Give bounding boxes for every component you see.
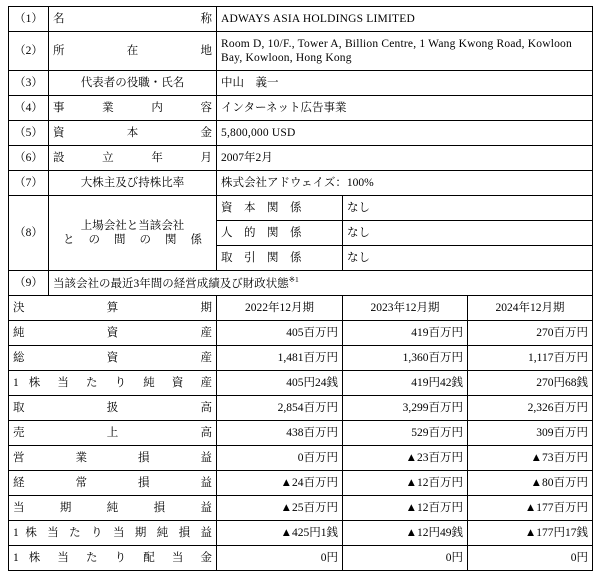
row-value-address: Room D, 10/F., Tower A, Billion Centre, 1 Wang Kwong Road, Kowloon Bay, Kowloon, Hong Kong [217, 32, 593, 71]
table-row-relation-capital [9, 196, 593, 221]
table-row-financial-title [9, 271, 593, 296]
financial-cell: ▲177円17銭 [468, 521, 593, 546]
financial-cell: 0円 [343, 546, 468, 571]
relation-label-line1: 上場会社と当該会社 [80, 219, 185, 232]
row-label: 名 称 [49, 7, 217, 32]
table-row [9, 96, 593, 121]
financial-row-label: 当 期 純 損 益 [9, 496, 217, 521]
row-number: （3） [9, 71, 49, 96]
financial-cell: 0円 [468, 546, 593, 571]
row-label: 大株主及び持株比率 [49, 171, 217, 196]
financial-row-net-sales [9, 421, 593, 446]
financial-row-total-assets [9, 346, 593, 371]
financial-row-net-assets-per-share [9, 371, 593, 396]
financial-cell: ▲73百万円 [468, 446, 593, 471]
row-number: （6） [9, 146, 49, 171]
financial-row-net-assets [9, 321, 593, 346]
financial-cell: ▲12百万円 [343, 496, 468, 521]
table-row [9, 121, 593, 146]
company-info-table [8, 6, 593, 571]
row-number: （2） [9, 32, 49, 71]
row-label: 事 業 内 容 [49, 96, 217, 121]
financial-cell: ▲80百万円 [468, 471, 593, 496]
row-number: （8） [9, 196, 49, 271]
financial-cell: 438百万円 [217, 421, 343, 446]
financial-cell: ▲425円1銭 [217, 521, 343, 546]
table-row [9, 32, 593, 71]
financial-cell: 1,481百万円 [217, 346, 343, 371]
financial-title [49, 271, 593, 296]
financial-row-net-income-per-share [9, 521, 593, 546]
row-label: 所 在 地 [49, 32, 217, 71]
financial-cell: 405百万円 [217, 321, 343, 346]
financial-row-label: 売 上 高 [9, 421, 217, 446]
financial-row-label: 1 株 当 た り 配 当 金 [9, 546, 217, 571]
relation-item-value: なし [343, 246, 593, 271]
financial-cell: 3,299百万円 [343, 396, 468, 421]
relation-item-value: なし [343, 196, 593, 221]
financial-cell: 419円42銭 [343, 371, 468, 396]
financial-cell: ▲12円49銭 [343, 521, 468, 546]
row-number: （4） [9, 96, 49, 121]
financial-cell: 419百万円 [343, 321, 468, 346]
row-label: 資 本 金 [49, 121, 217, 146]
financial-header-label: 決 算 期 [9, 296, 217, 321]
row-label: 設 立 年 月 [49, 146, 217, 171]
financial-cell: 309百万円 [468, 421, 593, 446]
relation-item-value: なし [343, 221, 593, 246]
relation-block-label [49, 196, 217, 271]
financial-cell: 405円24銭 [217, 371, 343, 396]
financial-row-ordinary-income [9, 471, 593, 496]
financial-period-2: 2023年12月期 [343, 296, 468, 321]
table-row [9, 7, 593, 32]
table-row [9, 71, 593, 96]
row-number: （5） [9, 121, 49, 146]
financial-row-label: 総 資 産 [9, 346, 217, 371]
financial-row-label: 営 業 損 益 [9, 446, 217, 471]
financial-cell: 2,854百万円 [217, 396, 343, 421]
financial-cell: 2,326百万円 [468, 396, 593, 421]
table-row [9, 171, 593, 196]
relation-item-name: 取 引 関 係 [217, 246, 343, 271]
financial-row-label: 1 株 当 た り 当 期 純 損 益 [9, 521, 217, 546]
financial-period-1: 2022年12月期 [217, 296, 343, 321]
row-number: （1） [9, 7, 49, 32]
financial-row-net-income [9, 496, 593, 521]
financial-cell: 270円68銭 [468, 371, 593, 396]
row-value-representative: 中山 義一 [217, 71, 593, 96]
financial-row-label: 経 常 損 益 [9, 471, 217, 496]
financial-header-row [9, 296, 593, 321]
financial-cell: 529百万円 [343, 421, 468, 446]
row-label: 代表者の役職・氏名 [49, 71, 217, 96]
row-value-business: インターネット広告事業 [217, 96, 593, 121]
financial-cell: ▲12百万円 [343, 471, 468, 496]
financial-cell: 0円 [217, 546, 343, 571]
financial-cell: ▲25百万円 [217, 496, 343, 521]
financial-cell: ▲177百万円 [468, 496, 593, 521]
financial-row-label: 1 株 当 た り 純 資 産 [9, 371, 217, 396]
row-number: （7） [9, 171, 49, 196]
financial-title-note: ※1 [288, 274, 299, 284]
financial-cell: 270百万円 [468, 321, 593, 346]
relation-item-name: 資 本 関 係 [217, 196, 343, 221]
financial-row-dividend-per-share [9, 546, 593, 571]
financial-title-text: 当該会社の最近3年間の経営成績及び財政状態 [53, 277, 289, 290]
row-value-capital: 5,800,000 USD [217, 121, 593, 146]
financial-period-3: 2024年12月期 [468, 296, 593, 321]
financial-row-operating-income [9, 446, 593, 471]
financial-row-handling-volume [9, 396, 593, 421]
relation-label-line2: と の 間 の 関 係 [63, 234, 202, 246]
financial-cell: 0百万円 [217, 446, 343, 471]
row-number: （9） [9, 271, 49, 296]
row-value-shareholder: 株式会社アドウェイズ：100% [217, 171, 593, 196]
financial-row-label: 取 扱 高 [9, 396, 217, 421]
financial-cell: 1,360百万円 [343, 346, 468, 371]
table-row [9, 146, 593, 171]
financial-row-label: 純 資 産 [9, 321, 217, 346]
row-value-company-name: ADWAYS ASIA HOLDINGS LIMITED [217, 7, 593, 32]
row-value-established: 2007年2月 [217, 146, 593, 171]
relation-item-name: 人 的 関 係 [217, 221, 343, 246]
financial-cell: ▲24百万円 [217, 471, 343, 496]
financial-cell: 1,117百万円 [468, 346, 593, 371]
financial-cell: ▲23百万円 [343, 446, 468, 471]
